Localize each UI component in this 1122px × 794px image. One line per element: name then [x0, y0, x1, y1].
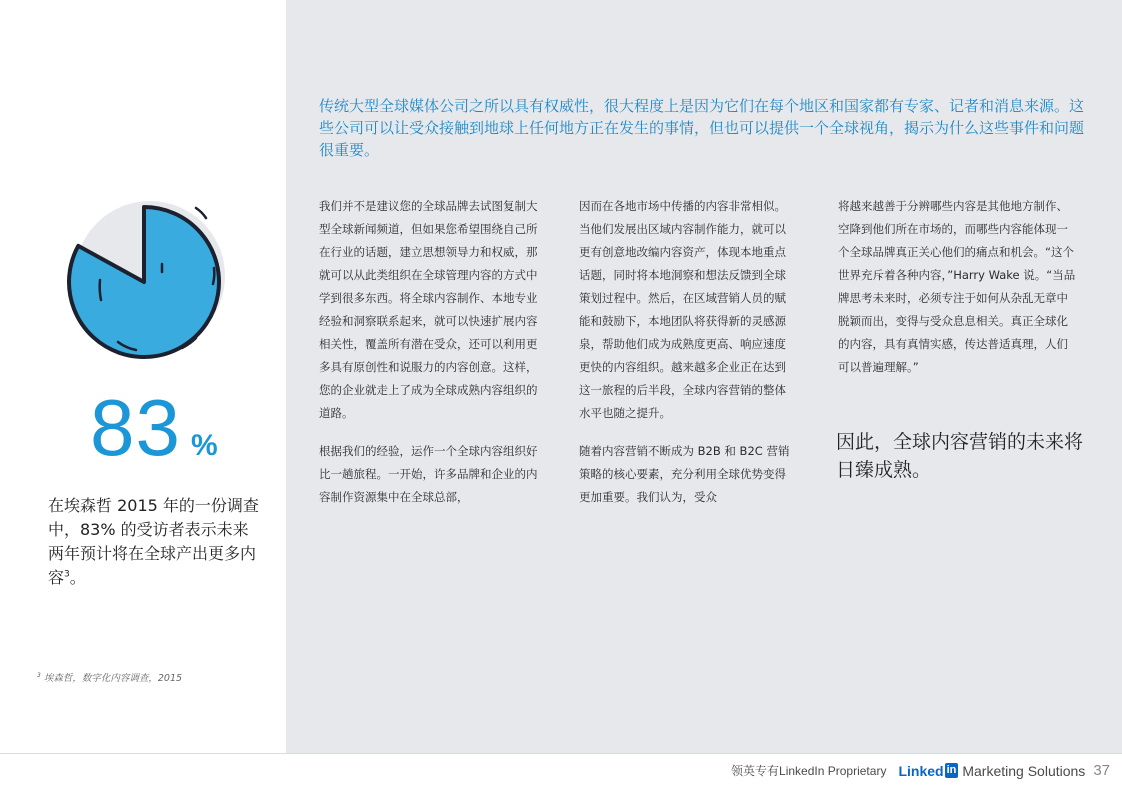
linkedin-logo	[898, 763, 958, 779]
linkedin-in-badge-icon: in	[946, 764, 957, 776]
footer-marketing-solutions: Marketing Solutions	[962, 762, 1086, 779]
stat-number: 83	[90, 383, 181, 472]
intro-paragraph: 传统大型全球媒体公司之所以具有权威性，很大程度上是因为它们在每个地区和国家都有专家、记者和消息来源。这些公司可以让受众接触到地球上任何地方正在发生的事情，但也可以提供一个全球视角，揭示为什么这些事件和问题很重要。	[319, 97, 1085, 159]
column-1-paragraph-1: 我们并不是建议您的全球品牌去试图复制大型全球新闻频道，但如果您希望围绕自己所在行业的话题，建立思想领导力和权威，那就可以从此类组织在全球管理内容的方式中学到很多东西。将全球内容制作、本地专业经验和洞察联系起来，就可以快速扩展内容相关性，覆盖所有潜在受众，还可以利用更多具有原创性和说服力的内容创意。这样，您的企业就走上了成为全球成熟内容组织的道路。	[319, 199, 538, 420]
pie-chart-illustration	[44, 188, 234, 378]
linkedin-logo-text: Linked	[898, 762, 944, 779]
text-column-2	[579, 195, 797, 509]
page-number: 37	[1093, 762, 1110, 779]
stat-description-text: 在埃森哲 2015 年的一份调查中，83% 的受访者表示未来两年预计将在全球产出更多内容	[48, 496, 259, 587]
footnote	[37, 670, 182, 684]
footer-proprietary-label: 领英专有LinkedIn Proprietary	[731, 764, 887, 778]
pull-quote: 因此，全球内容营销的未来将日臻成熟。	[836, 431, 1084, 481]
footnote-text: 埃森哲，数字化内容调查，2015	[43, 673, 183, 684]
stat-percent-sign: %	[191, 429, 218, 462]
column-3-paragraph-1: 将越来越善于分辨哪些内容是其他地方制作、空降到他们所在市场的，而哪些内容能体现一个全球品牌真正关心他们的痛点和机会。“这个世界充斥着各种内容，”Harry Wake 说。“当品牌思考未来时，必须专注于如何从杂乱无章中脱颖而出，变得与受众息息相关。真正全球化的内容，具有真情实感，传达普适真理，人们可以普遍理解。”	[838, 199, 1076, 374]
column-2-paragraph-2: 随着内容营销不断成为 B2B 和 B2C 营销策略的核心要素，充分利用全球优势变得更加重要。我们认为，受众	[579, 444, 790, 504]
pie-83-percent-graphic	[44, 188, 234, 378]
text-column-3	[838, 195, 1078, 379]
stat-description-end: 。	[69, 568, 86, 587]
footnote-mark: 3	[37, 671, 41, 679]
page-footer	[731, 762, 1110, 779]
text-column-1	[319, 195, 545, 509]
column-1-paragraph-2: 根据我们的经验，运作一个全球内容组织好比一趟旅程。一开始，许多品牌和企业的内容制作资源集中在全球总部，	[319, 444, 538, 504]
footnote-reference: 3	[64, 569, 70, 580]
stat-description	[48, 494, 263, 590]
column-2-paragraph-1: 因而在各地市场中传播的内容非常相似。当他们发展出区域内容制作能力，就可以更有创意地改编内容资产，体现本地重点话题，同时将本地洞察和想法反馈到全球策划过程中。然后，在区域营销人员的赋能和鼓励下，本地团队将获得新的灵感源泉，帮助他们成为成熟度更高、响应速度更快的内容组织。越来越多企业正在达到这一旅程的后半段，全球内容营销的整体水平也随之提升。	[579, 199, 786, 420]
footer-divider	[0, 753, 1122, 754]
